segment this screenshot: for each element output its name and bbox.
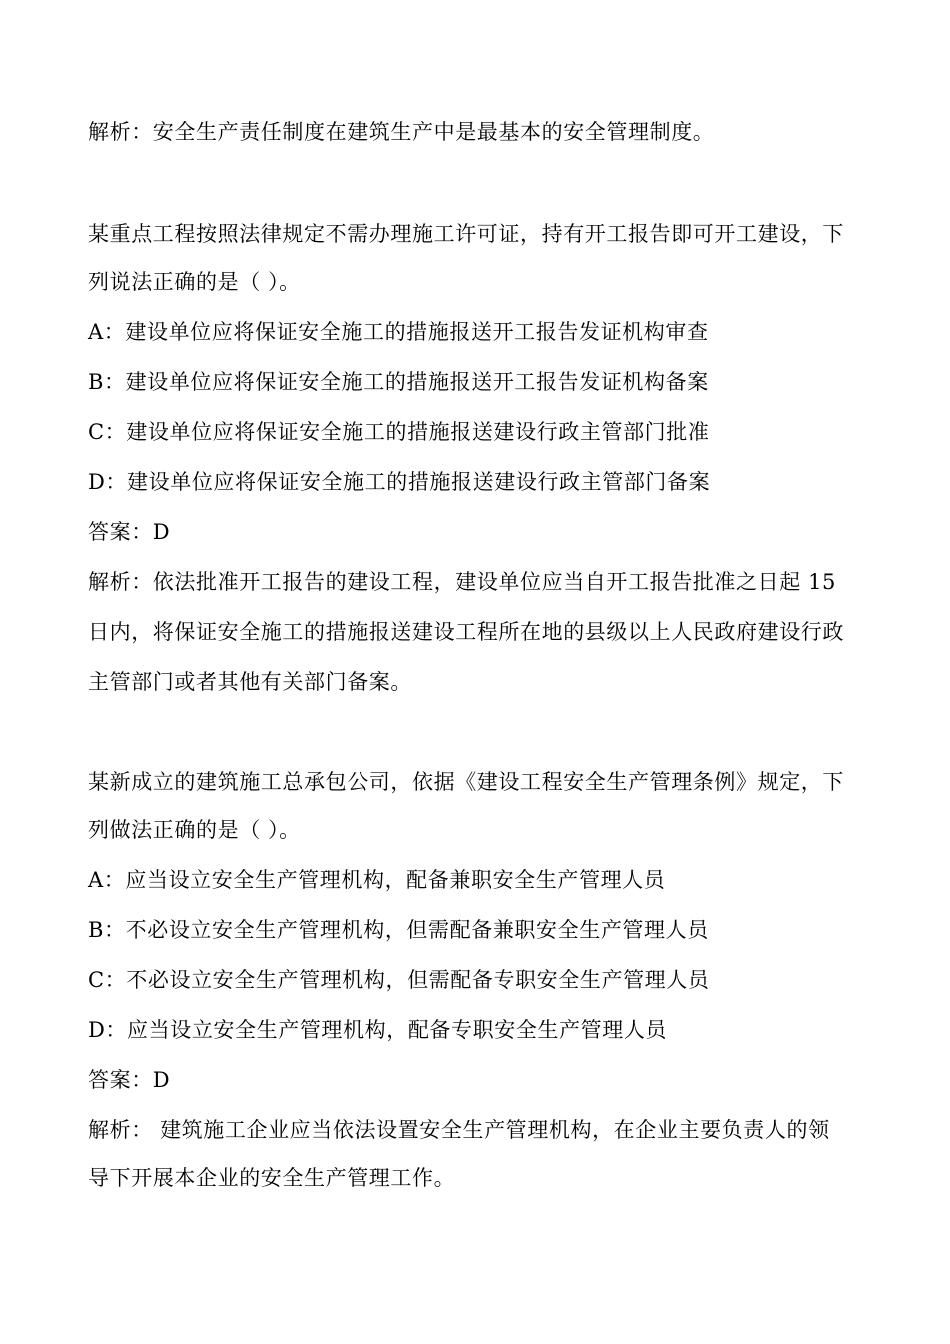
option-c: C：不必设立安全生产管理机构，但需配备专职安全生产管理人员 bbox=[88, 968, 710, 992]
option-d: D：建设单位应将保证安全施工的措施报送建设行政主管部门备案 bbox=[88, 470, 711, 494]
answer-text: 答案：D bbox=[88, 520, 171, 544]
question-stem: 列说法正确的是（ ）。 bbox=[88, 270, 301, 294]
question-stem: 列做法正确的是（ ）。 bbox=[88, 818, 301, 842]
option-a: A：应当设立安全生产管理机构，配备兼职安全生产管理人员 bbox=[88, 868, 666, 892]
option-d: D：应当设立安全生产管理机构，配备专职安全生产管理人员 bbox=[88, 1018, 668, 1042]
option-b: B：不必设立安全生产管理机构，但需配备兼职安全生产管理人员 bbox=[88, 918, 709, 942]
question-stem: 某重点工程按照法律规定不需办理施工许可证，持有开工报告即可开工建设，下 bbox=[88, 222, 844, 246]
option-c: C：建设单位应将保证安全施工的措施报送建设行政主管部门批准 bbox=[88, 420, 710, 444]
analysis-text: 日内，将保证安全施工的措施报送建设工程所在地的县级以上人民政府建设行政 bbox=[88, 620, 844, 644]
analysis-text: 解析： 建筑施工企业应当依法设置安全生产管理机构，在企业主要负责人的领 bbox=[88, 1118, 830, 1142]
option-b: B：建设单位应将保证安全施工的措施报送开工报告发证机构备案 bbox=[88, 370, 709, 394]
analysis-text: 解析：安全生产责任制度在建筑生产中是最基本的安全管理制度。 bbox=[88, 120, 715, 144]
question-stem: 某新成立的建筑施工总承包公司，依据《建设工程安全生产管理条例》规定，下 bbox=[88, 770, 844, 794]
analysis-text: 导下开展本企业的安全生产管理工作。 bbox=[88, 1166, 456, 1190]
answer-text: 答案：D bbox=[88, 1068, 171, 1092]
option-a: A：建设单位应将保证安全施工的措施报送开工报告发证机构审查 bbox=[88, 320, 709, 344]
analysis-text: 解析：依法批准开工报告的建设工程，建设单位应当自开工报告批准之日起 15 bbox=[88, 570, 836, 594]
analysis-text: 主管部门或者其他有关部门备案。 bbox=[88, 670, 412, 694]
